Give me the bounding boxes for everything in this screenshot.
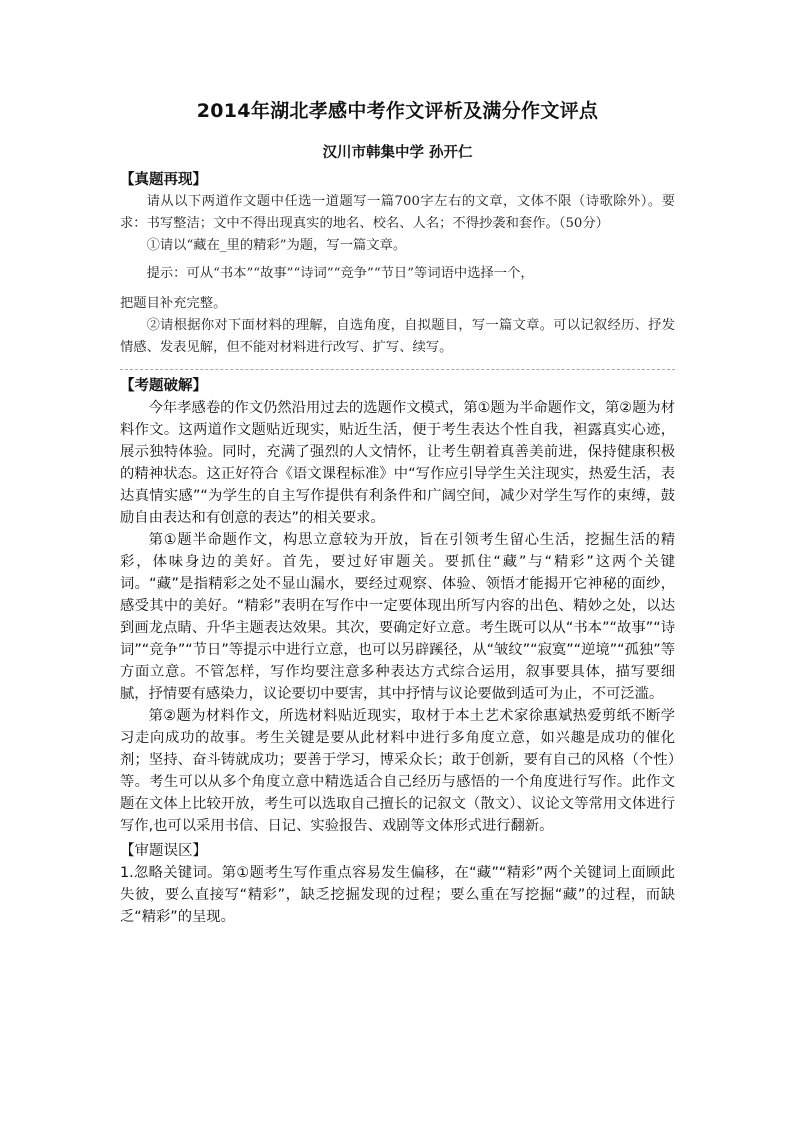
- exam-hint-line-2: 把题目补充完整。: [120, 296, 227, 311]
- author-line: 汉川市韩集中学 孙开仁: [322, 145, 473, 161]
- section-heading-analysis: 【考题破解】: [120, 378, 207, 394]
- section-analysis: [120, 374, 675, 837]
- exam-option-1: ①请以“藏在_里的精彩”为题，写一篇文章。: [146, 238, 407, 253]
- analysis-paragraph-1: 今年孝感卷的作文仍然沿用过去的选题作文模式，第①题为半命题作文，第②题为材料作文。这两道作文题贴近现实，贴近生活，便于考生表达个性自我，袒露真实心迹，展示独特体验。同时，充满了强烈的人文情怀，让考生朝着真善美前进，保持健康积极的精神状态。这正好符合《语文课程标准》中“写作应引导学生关注现实，热爱生活，表达真情实感”“为学生的自主写作提供有利条件和广阔空间，减少对学生写作的束缚，鼓励自由表达和有创意的表达”的相关要求。: [120, 400, 675, 526]
- exam-instruction: 请从以下两道作文题中任选一道题写一篇700字左右的文章，文体不限（诗歌除外）。要求：书写整洁；文中不得出现真实的地名、校名、人名；不得抄袭和套作。（50分）: [120, 194, 675, 231]
- section-heading-reproduce: 【真题再现】: [120, 172, 207, 188]
- analysis-paragraph-2: 第①题半命题作文，构思立意较为开放，旨在引领考生留心生活，挖掘生活的精彩，体味身边的美好。首先，要过好审题关。要抓住“藏”与“精彩”这两个关键词。“藏”是指精彩之处不显山漏水，要经过观察、体验、领悟才能揭开它神秘的面纱，感受其中的美好。“精彩”表明在写作中一定要体现出所写内容的出色、精妙之处，以达到画龙点睛、升华主题表达效果。其次，要确定好立意。考生既可以从“书本”“故事”“诗词”“竞争”“节日”等提示中进行立意，也可以另辟蹊径，从“皱纹”“寂寞”“逆境”“孤独”等方面立意。不管怎样，写作均要注意多种表达方式综合运用，叙事要具体，描写要细腻，抒情要有感染力，议论要切中要害，其中抒情与议论要做到适可为止，不可泛滥。: [120, 532, 675, 702]
- section-divider: [120, 369, 675, 370]
- exam-hint-line-1: 提示：可从“书本”“故事”“诗词”“竞争”“节日”等词语中选择一个，: [146, 266, 534, 281]
- mistakes-paragraph-1: 1.忽略关键词。第①题考生写作重点容易发生偏移，在“藏”“精彩”两个关键词上面顾此失彼，要么直接写“精彩”，缺乏挖掘发现的过程；要么重在写挖掘“藏”的过程，而缺乏“精彩”的呈现。: [120, 865, 675, 925]
- document-title: 2014年湖北孝感中考作文评析及满分作文评点: [196, 100, 599, 122]
- document-page: [120, 96, 675, 928]
- section-reproduce: [120, 168, 675, 359]
- exam-option-2: ②请根据你对下面材料的理解，自选角度，自拟题目，写一篇文章。可以记叙经历、抒发情感、发表见解，但不能对材料进行改写、扩写、续写。: [120, 318, 675, 355]
- section-heading-mistakes: 【审题误区】: [120, 843, 207, 859]
- analysis-paragraph-3: 第②题为材料作文，所选材料贴近现实，取材于本土艺术家徐惠斌热爱剪纸不断学习走向成功的故事。考生关键是要从此材料中进行多角度立意，如兴趣是成功的催化剂；坚持、奋斗铸就成功；要善于学习，博采众长；敢于创新，要有自己的风格（个性）等。考生可以从多个角度立意中精选适合自己经历与感悟的一个角度进行写作。此作文题在文体上比较开放，考生可以选取自己擅长的记叙文（散文）、议论文等常用文体进行写作,也可以采用书信、日记、实验报告、戏剧等文体形式进行翻新。: [120, 708, 675, 834]
- section-mistakes: [120, 839, 675, 928]
